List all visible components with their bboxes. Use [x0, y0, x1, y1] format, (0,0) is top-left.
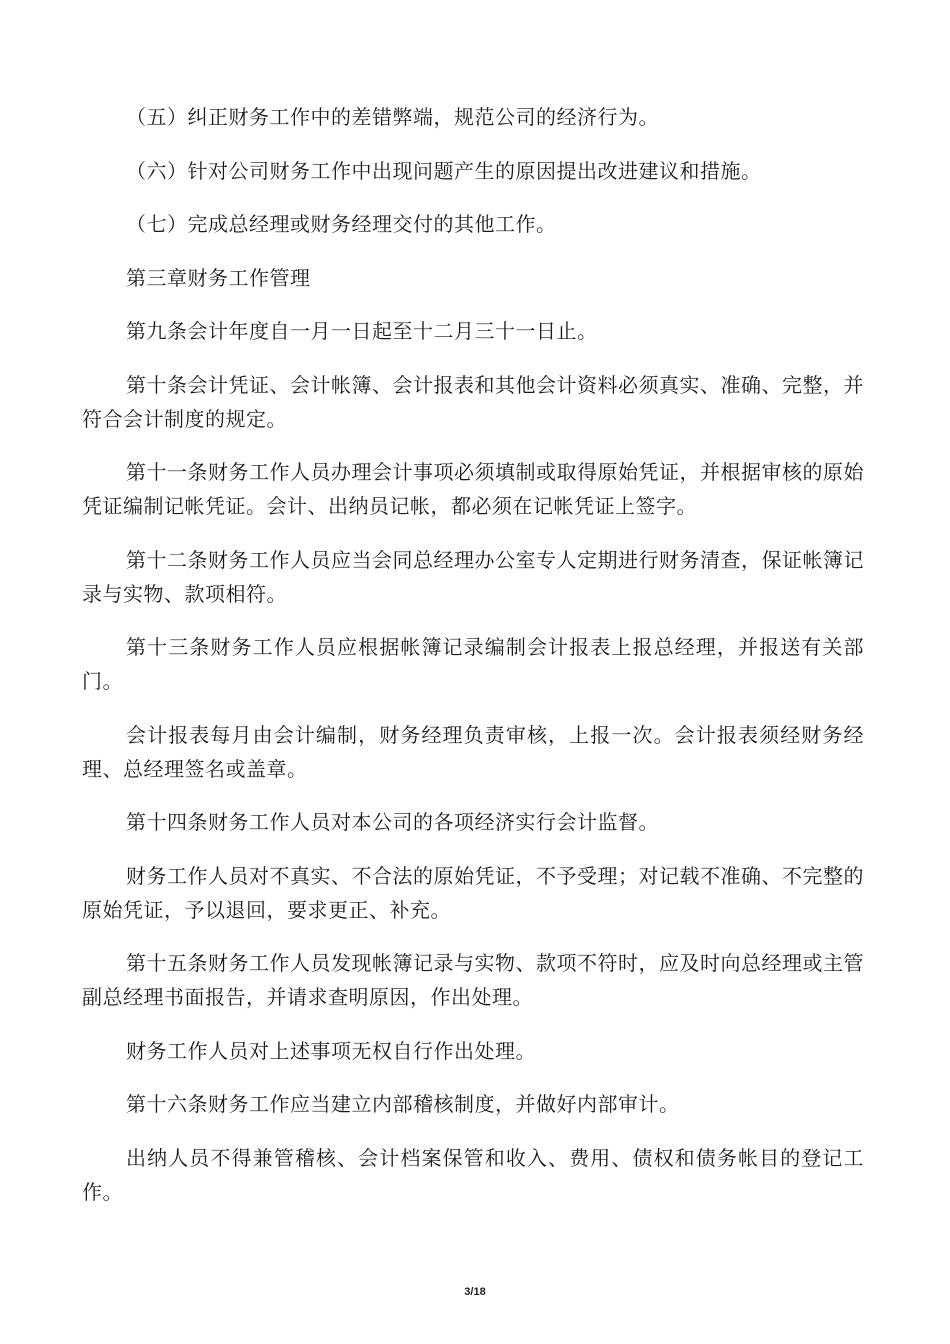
article-9: 第九条会计年度自一月一日起至十二月三十一日止。: [126, 319, 598, 343]
chapter-heading: 第三章财务工作管理: [126, 265, 311, 290]
page-number: 3/18: [464, 1286, 486, 1298]
article-14: 第十四条财务工作人员对本公司的各项经济实行会计监督。: [126, 810, 659, 834]
article-15: 第十五条财务工作人员发现帐簿记录与实物、款项不符时，应及时向总经理或主管副总经理书面报告，并请求查明原因，作出处理。: [82, 951, 864, 1009]
article-16-detail: 出纳人员不得兼管稽核、会计档案保管和收入、费用、债权和债务帐目的登记工作。: [82, 1145, 864, 1204]
article-10: 第十条会计凭证、会计帐簿、会计报表和其他会计资料必须真实、准确、完整，并符合会计制度的规定。: [82, 372, 864, 431]
article-13: 第十三条财务工作人员应根据帐簿记录编制会计报表上报总经理，并报送有关部门。: [82, 635, 864, 693]
article-13-detail: 会计报表每月由会计编制，财务经理负责审核，上报一次。会计报表须经财务经理、总经理签名或盖章。: [82, 722, 864, 781]
paragraph-item-7: （七）完成总经理或财务经理交付的其他工作。: [126, 212, 557, 236]
article-12: 第十二条财务工作人员应当会同总经理办公室专人定期进行财务清查，保证帐簿记录与实物、款项相符。: [82, 547, 864, 606]
article-16: 第十六条财务工作应当建立内部稽核制度，并做好内部审计。: [126, 1092, 680, 1116]
document-body: [82, 100, 864, 1228]
article-14-detail: 财务工作人员对不真实、不合法的原始凭证，不予受理；对记载不准确、不完整的原始凭证，予以退回，要求更正、补充。: [82, 863, 864, 922]
article-11: 第十一条财务工作人员办理会计事项必须填制或取得原始凭证，并根据审核的原始凭证编制记帐凭证。会计、出纳员记帐，都必须在记帐凭证上签字。: [82, 460, 864, 518]
paragraph-item-6: （六）针对公司财务工作中出现问题产生的原因提出改进建议和措施。: [126, 158, 762, 183]
paragraph-item-5: （五）纠正财务工作中的差错弊端，规范公司的经济行为。: [126, 105, 659, 129]
article-15-detail: 财务工作人员对上述事项无权自行作出处理。: [126, 1038, 536, 1063]
